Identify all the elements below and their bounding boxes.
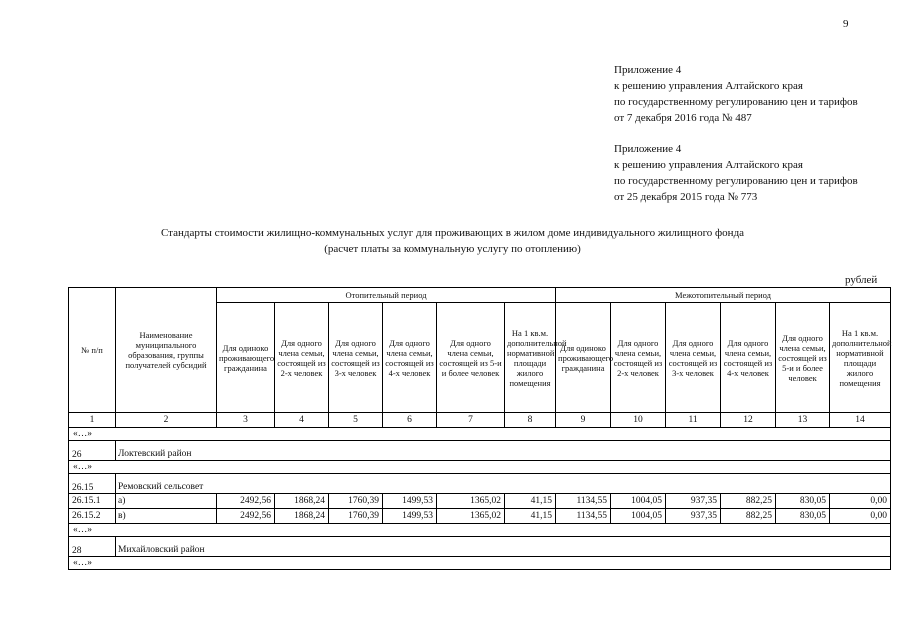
table-row — [69, 537, 891, 557]
header-heating-period: Отопительный период — [217, 288, 556, 303]
cell-value: 830,05 — [776, 509, 830, 524]
unit-label: рублей — [845, 274, 878, 286]
page-number: 9 — [843, 18, 849, 30]
header-heating-col: Для одного члена семьи, состоящей из 5-и и более человек — [437, 303, 505, 413]
row-group-label: а) — [116, 494, 217, 509]
ellipsis-marker: «…» — [69, 461, 891, 474]
row-district-name: Михайловский район — [116, 537, 891, 557]
header-heating-col: Для одиноко проживающего гражданина — [217, 303, 275, 413]
cell-value: 0,00 — [830, 509, 891, 524]
column-number: 11 — [666, 413, 721, 428]
row-district-name: Локтевский район — [116, 441, 891, 461]
ellipsis-marker: «…» — [69, 428, 891, 441]
ellipsis-row — [69, 524, 891, 537]
cell-value: 1868,24 — [275, 494, 329, 509]
header-interheating-col: Для одного члена семьи, состоящей из 4-х человек — [721, 303, 776, 413]
cell-value: 937,35 — [666, 494, 721, 509]
row-code: 26.15.2 — [69, 509, 116, 524]
header-interheating-col: Для одиноко проживающего гражданина — [556, 303, 611, 413]
header-interheating-col: На 1 кв.м. дополнительной нормативной площади жилого помещения — [830, 303, 891, 413]
ellipsis-row — [69, 428, 891, 441]
cell-value: 0,00 — [830, 494, 891, 509]
column-number: 3 — [217, 413, 275, 428]
row-code: 26 — [69, 441, 116, 461]
cell-value: 1004,05 — [611, 509, 666, 524]
row-group-label: в) — [116, 509, 217, 524]
column-number: 4 — [275, 413, 329, 428]
tariff-table — [68, 287, 891, 570]
row-code: 26.15.1 — [69, 494, 116, 509]
annex-previous-line: от 25 декабря 2015 года № 773 — [614, 191, 758, 203]
column-number: 10 — [611, 413, 666, 428]
row-settlement-name: Ремовский сельсовет — [116, 474, 891, 494]
ellipsis-marker: «…» — [69, 557, 891, 570]
header-interheating-period: Межотопительный период — [556, 288, 891, 303]
column-number: 2 — [116, 413, 217, 428]
column-number: 7 — [437, 413, 505, 428]
ellipsis-marker: «…» — [69, 524, 891, 537]
column-number: 1 — [69, 413, 116, 428]
table-row — [69, 474, 891, 494]
column-number: 13 — [776, 413, 830, 428]
header-heating-col: Для одного члена семьи, состоящей из 3-х человек — [329, 303, 383, 413]
annex-current-line: от 7 декабря 2016 года № 487 — [614, 112, 752, 124]
cell-value: 1760,39 — [329, 509, 383, 524]
header-heating-col: Для одного члена семьи, состоящей из 2-х человек — [275, 303, 329, 413]
annex-current-block — [614, 62, 858, 126]
annex-previous-line: по государственному регулированию цен и тарифов — [614, 175, 858, 187]
cell-value: 1499,53 — [383, 494, 437, 509]
cell-value: 1365,02 — [437, 509, 505, 524]
header-interheating-col: Для одного члена семьи, состоящей из 2-х человек — [611, 303, 666, 413]
header-name: Наименование муниципального образования, группы получателей субсидий — [116, 288, 217, 413]
table-row — [69, 494, 891, 509]
cell-value: 41,15 — [505, 494, 556, 509]
row-code: 26.15 — [69, 474, 116, 494]
cell-value: 937,35 — [666, 509, 721, 524]
header-interheating-col: Для одного члена семьи, состоящей из 5-и и более человек — [776, 303, 830, 413]
header-heating-col: Для одного члена семьи, состоящей из 4-х человек — [383, 303, 437, 413]
column-number: 14 — [830, 413, 891, 428]
cell-value: 2492,56 — [217, 494, 275, 509]
column-number: 9 — [556, 413, 611, 428]
cell-value: 1134,55 — [556, 509, 611, 524]
cell-value: 882,25 — [721, 494, 776, 509]
annex-current-line: Приложение 4 — [614, 64, 682, 76]
annex-previous-block — [614, 141, 858, 205]
cell-value: 882,25 — [721, 509, 776, 524]
header-interheating-col: Для одного члена семьи, состоящей из 3-х человек — [666, 303, 721, 413]
annex-previous-line: к решению управления Алтайского края — [614, 159, 803, 171]
column-number: 6 — [383, 413, 437, 428]
annex-previous-line: Приложение 4 — [614, 143, 682, 155]
cell-value: 1868,24 — [275, 509, 329, 524]
column-number-row — [69, 413, 891, 428]
table-row — [69, 509, 891, 524]
cell-value: 830,05 — [776, 494, 830, 509]
title-line-1: Стандарты стоимости жилищно-коммунальных услуг для проживающих в жилом доме индивидуального жилищного фонда — [160, 227, 745, 239]
cell-value: 1134,55 — [556, 494, 611, 509]
cell-value: 1760,39 — [329, 494, 383, 509]
document-title — [0, 225, 905, 257]
title-line-2: (расчет платы за коммунальную услугу по отоплению) — [324, 243, 581, 255]
table-row — [69, 441, 891, 461]
column-number: 8 — [505, 413, 556, 428]
cell-value: 1499,53 — [383, 509, 437, 524]
ellipsis-row — [69, 461, 891, 474]
cell-value: 1365,02 — [437, 494, 505, 509]
annex-current-line: по государственному регулированию цен и тарифов — [614, 96, 858, 108]
cell-value: 41,15 — [505, 509, 556, 524]
column-number: 5 — [329, 413, 383, 428]
header-heating-col: На 1 кв.м. дополнительной нормативной площади жилого помещения — [505, 303, 556, 413]
row-code: 28 — [69, 537, 116, 557]
column-number: 12 — [721, 413, 776, 428]
cell-value: 2492,56 — [217, 509, 275, 524]
header-num: № п/п — [69, 288, 116, 413]
ellipsis-row — [69, 557, 891, 570]
cell-value: 1004,05 — [611, 494, 666, 509]
annex-current-line: к решению управления Алтайского края — [614, 80, 803, 92]
